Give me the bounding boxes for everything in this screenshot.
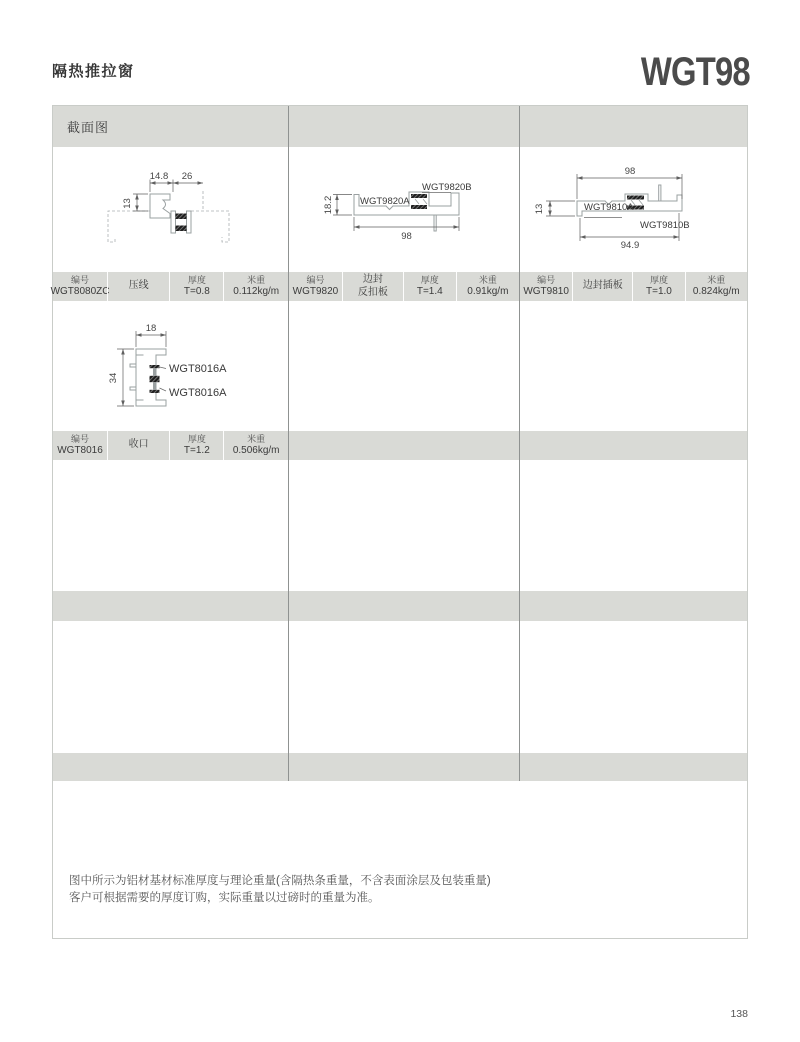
drawing-cell-empty: [288, 301, 519, 431]
empty-cell: [519, 591, 747, 621]
spec-code-cell: [50, 272, 110, 301]
product-code: WGT9810: [523, 285, 569, 297]
field-label-thickness: 厚度: [187, 274, 206, 285]
spec-row-2: [53, 431, 747, 460]
field-label-code: 编号: [306, 274, 325, 285]
part-label: WGT9810B: [640, 220, 690, 231]
thickness-value: T=1.0: [646, 285, 672, 297]
spec-row-1: [50, 272, 747, 301]
field-label-weight: 米重: [247, 433, 266, 444]
empty-row: [53, 460, 747, 591]
part-label: WGT8016A: [169, 363, 227, 375]
dim-label: 34: [108, 372, 119, 384]
part-label: WGT9820A: [360, 196, 410, 207]
drawing-wgt8016: [53, 301, 288, 431]
dim-label: 18.2: [323, 195, 334, 215]
field-label-weight: 米重: [247, 274, 266, 285]
spec-thickness-cell: [169, 272, 223, 301]
part-label: WGT9810A: [584, 202, 634, 213]
product-code: WGT8016: [57, 444, 103, 456]
thickness-value: T=0.8: [183, 285, 210, 297]
empty-cell: [288, 753, 519, 781]
product-name: 收口: [128, 439, 149, 451]
note-row: [53, 781, 747, 938]
spec-name-cell: [107, 272, 169, 301]
drawing-wgt8080zc: [53, 147, 288, 272]
dim-label: 13: [534, 203, 545, 215]
spec-weight-cell: [685, 272, 747, 301]
empty-cell: [53, 753, 288, 781]
empty-cell: [519, 753, 747, 781]
field-label-thickness: 厚度: [187, 433, 206, 444]
weight-value: 0.91kg/m: [467, 285, 509, 297]
cross-section-drawing: [289, 147, 519, 272]
spec-cell-empty: [288, 431, 519, 460]
product-code: WGT9820: [292, 285, 339, 297]
drawing-wgt9810: [519, 147, 747, 272]
product-code: WGT8080ZC: [50, 285, 110, 297]
series-code: WGT98: [641, 50, 750, 94]
drawing-cell-empty: [519, 301, 747, 431]
section-header-empty-cell: [519, 106, 747, 147]
note-block: [53, 781, 747, 938]
empty-band-row: [53, 591, 747, 621]
note-line-2: 客户可根据需要的厚度订购，实际重量以过磅时的重量为准。: [69, 891, 380, 904]
profile-table: [52, 105, 748, 939]
product-name: 压线: [128, 280, 149, 292]
field-label-code: 编号: [537, 274, 556, 285]
field-label-thickness: 厚度: [420, 274, 439, 285]
empty-cell: [288, 591, 519, 621]
empty-cell: [53, 591, 288, 621]
spec-code-cell: [520, 272, 572, 301]
spec-cell-wgt9810: [519, 272, 747, 301]
field-label-weight: 米重: [707, 274, 726, 285]
drawing-row-1: [53, 147, 747, 272]
spec-cell-wgt8080zc: [50, 272, 288, 301]
spec-cell-wgt8016: [53, 431, 288, 460]
product-name: 边封插板: [582, 280, 623, 292]
drawing-row-2: [53, 301, 747, 431]
dim-label: 18: [145, 323, 157, 334]
empty-cell: [288, 460, 519, 591]
empty-cell: [53, 621, 288, 753]
cross-section-drawing: [53, 147, 288, 272]
dim-label: 98: [401, 231, 412, 242]
weight-value: 0.506kg/m: [232, 444, 280, 456]
cross-section-drawing: [520, 147, 747, 272]
field-label-weight: 米重: [478, 274, 497, 285]
weight-value: 0.824kg/m: [692, 285, 740, 297]
dim-label: 94.9: [620, 240, 640, 251]
page-number: 138: [730, 1008, 748, 1020]
drawing-wgt9820: [288, 147, 519, 272]
empty-cell: [519, 621, 747, 753]
dim-label: 98: [624, 166, 636, 177]
spec-weight-cell: [223, 272, 288, 301]
spec-cell-empty: [519, 431, 747, 460]
thickness-value: T=1.4: [416, 285, 443, 297]
field-label-code: 编号: [71, 433, 90, 444]
spec-code-cell: [289, 272, 342, 301]
weight-value: 0.112kg/m: [233, 285, 280, 297]
empty-cell: [53, 460, 288, 591]
empty-row: [53, 621, 747, 753]
section-header-row: [53, 106, 747, 147]
section-header-label: 截面图: [67, 120, 110, 135]
dim-label: 14.8: [149, 171, 169, 182]
product-name: 边封: [362, 274, 383, 285]
thickness-value: T=1.2: [183, 444, 210, 456]
spec-thickness-cell: [403, 272, 456, 301]
spec-cell-wgt9820: [288, 272, 519, 301]
spec-name-cell: [572, 272, 632, 301]
spec-weight-cell: [456, 272, 519, 301]
empty-cell: [288, 621, 519, 753]
field-label-thickness: 厚度: [649, 274, 668, 285]
spec-weight-cell: [223, 431, 288, 460]
page-title: 隔热推拉窗: [52, 63, 135, 80]
empty-band-row: [53, 753, 747, 781]
spec-thickness-cell: [632, 272, 684, 301]
cross-section-drawing: [53, 301, 288, 431]
spec-name-cell: [342, 272, 403, 301]
part-label: WGT9820B: [422, 182, 472, 193]
spec-name-cell: [107, 431, 169, 460]
note-line-1: 图中所示为铝材基材标准厚度与理论重量(含隔热条重量，不含表面涂层及包装重量): [69, 875, 491, 887]
empty-cell: [519, 460, 747, 591]
part-label: WGT8016A: [169, 387, 227, 399]
dim-label: 26: [181, 171, 193, 182]
product-name-line2: 反扣板: [357, 286, 388, 298]
section-header-empty-cell: [288, 106, 519, 147]
spec-thickness-cell: [169, 431, 223, 460]
spec-code-cell: [53, 431, 107, 460]
dim-label: 13: [122, 198, 133, 209]
field-label-code: 编号: [71, 274, 90, 285]
